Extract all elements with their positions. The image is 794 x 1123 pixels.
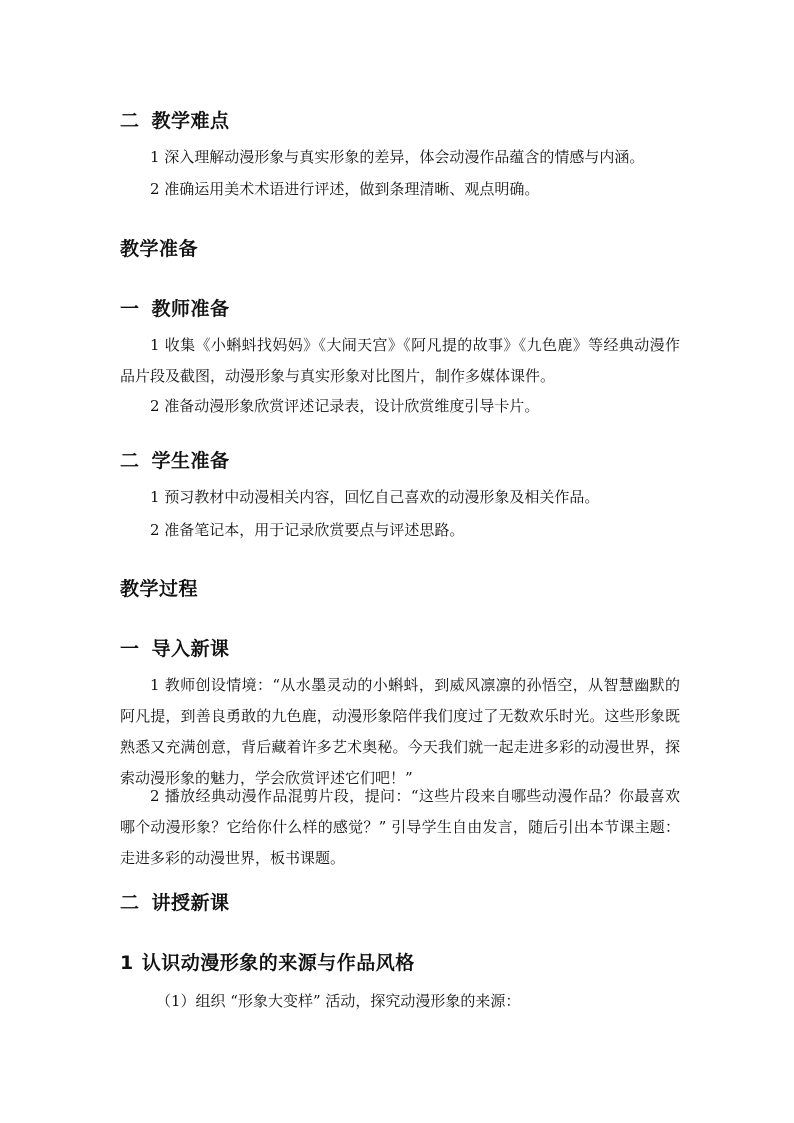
heading-number: 一 <box>120 298 140 320</box>
paragraph: 2 准备笔记本，用于记录欣赏要点与评述思路。 <box>150 521 465 539</box>
heading-teaching-difficulty <box>120 106 230 133</box>
heading-text: 学生准备 <box>151 450 230 472</box>
paragraph: 1 教师创设情境：“从水墨灵动的小蝌蚪，到威风凛凛的孙悟空，从智慧幽默的阿凡提，到善良勇敢的九色鹿，动漫形象陪伴我们度过了无数欢乐时光。这些形象既熟悉又充满创意，背后藏着许多艺术奥秘。今天我们就一起走进多彩的动漫世界，探索动漫形象的魅力，学会欣赏评述它们吧！” <box>120 676 680 787</box>
heading-number: 二 <box>120 892 140 914</box>
heading-number: 1 <box>120 952 134 974</box>
heading-student-preparation <box>120 446 230 473</box>
activity-item: （1）组织 “形象大变样” 活动，探究动漫形象的来源： <box>156 992 521 1010</box>
heading-text: 教师准备 <box>151 298 230 320</box>
heading-new-lesson <box>120 888 230 915</box>
heading-teacher-preparation <box>120 294 230 321</box>
paragraph: 1 收集《小蝌蚪找妈妈》《大闹天宫》《阿凡提的故事》《九色鹿》等经典动漫作品片段及截图，动漫形象与真实形象对比图片，制作多媒体课件。 <box>120 336 680 385</box>
paragraph: 1 预习教材中动漫相关内容，回忆自己喜欢的动漫形象及相关作品。 <box>150 488 600 506</box>
heading-number: 二 <box>120 450 140 472</box>
heading-text: 教学难点 <box>151 110 230 132</box>
heading-number: 二 <box>120 110 140 132</box>
heading-teaching-process: 教学过程 <box>120 578 199 600</box>
heading-teaching-preparation: 教学准备 <box>120 238 199 260</box>
heading-text: 导入新课 <box>151 638 230 660</box>
paragraph: 1 深入理解动漫形象与真实形象的差异，体会动漫作品蕴含的情感与内涵。 <box>150 148 645 166</box>
heading-text: 认识动漫形象的来源与作品风格 <box>141 952 415 974</box>
subheading-animation-sources <box>120 948 415 975</box>
heading-number: 一 <box>120 638 140 660</box>
paragraph: 2 准确运用美术术语进行评述，做到条理清晰、观点明确。 <box>150 180 540 198</box>
heading-introduction <box>120 634 230 661</box>
paragraph: 2 准备动漫形象欣赏评述记录表，设计欣赏维度引导卡片。 <box>150 397 540 415</box>
paragraph: 2 播放经典动漫作品混剪片段，提问：“这些片段来自哪些动漫作品？你最喜欢哪个动漫形象？它给你什么样的感觉？” 引导学生自由发言，随后引出本节课主题：走进多彩的动漫世界，板书课题。 <box>120 787 680 867</box>
heading-text: 讲授新课 <box>151 892 230 914</box>
